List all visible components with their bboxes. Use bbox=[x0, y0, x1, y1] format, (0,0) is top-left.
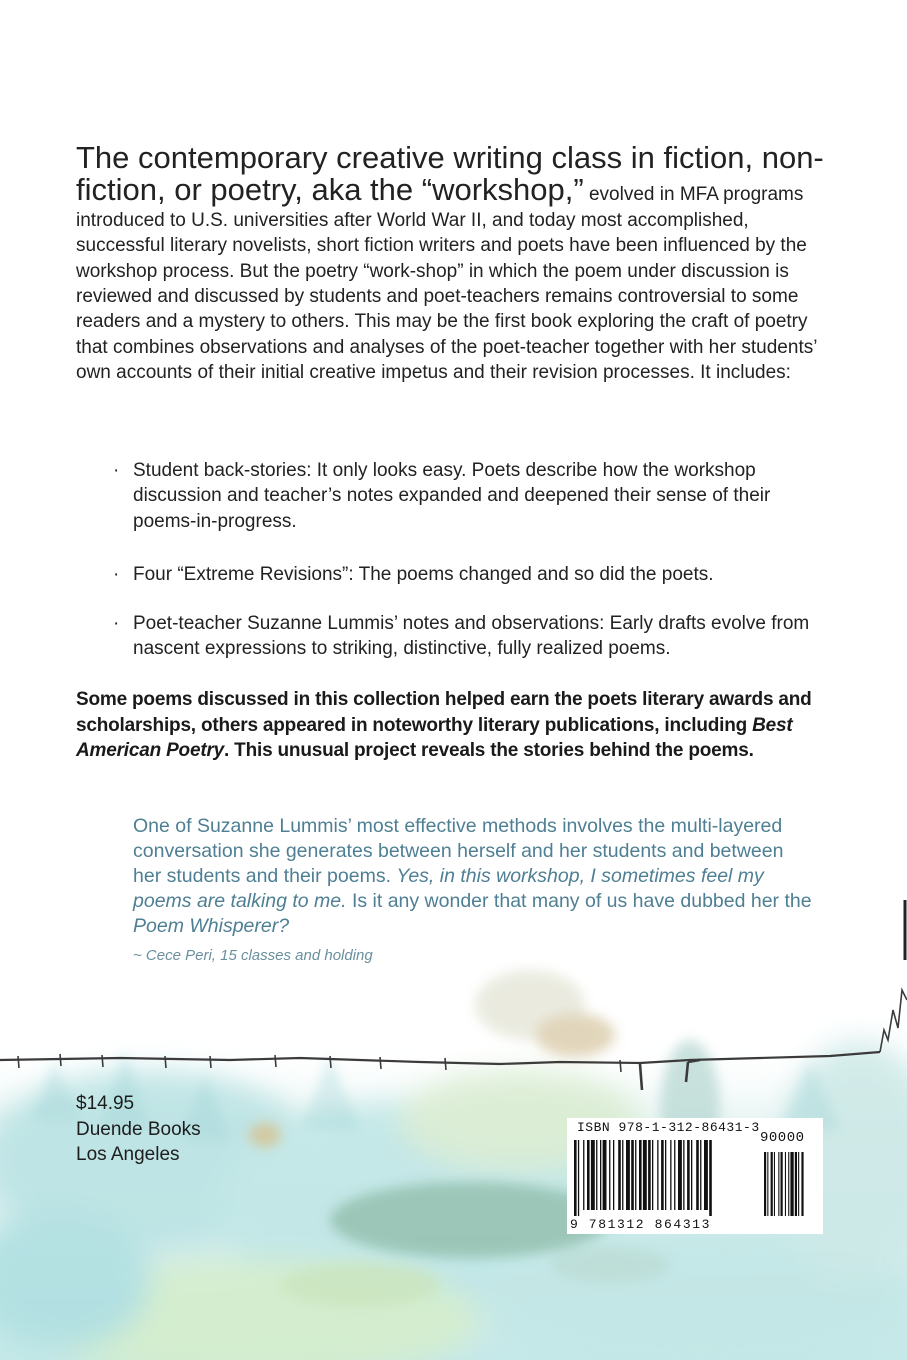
barcode-bar bbox=[587, 1140, 590, 1210]
addon-bar bbox=[790, 1152, 793, 1216]
summary-paragraph bbox=[76, 687, 856, 764]
publisher-info bbox=[76, 1091, 201, 1168]
barcode-bar bbox=[635, 1140, 636, 1210]
barcode-bar bbox=[683, 1140, 684, 1210]
barcode-bar bbox=[709, 1140, 712, 1216]
price-addon-digits: 90000 bbox=[760, 1130, 805, 1146]
addon-bar bbox=[801, 1152, 803, 1216]
barcode-bar bbox=[704, 1140, 708, 1210]
barcode-bar bbox=[678, 1140, 682, 1210]
testimonial-quote bbox=[133, 814, 813, 939]
barcode-bar bbox=[596, 1140, 597, 1210]
bullet-marker: · bbox=[113, 613, 120, 634]
addon-bar bbox=[767, 1152, 768, 1216]
addon-bar bbox=[798, 1152, 799, 1216]
addon-bar bbox=[778, 1152, 779, 1216]
barcode-bar bbox=[600, 1140, 601, 1210]
bullet-marker: · bbox=[113, 564, 120, 585]
quote-italic: Yes, in this workshop, I sometimes feel my poems are talking to me. bbox=[133, 865, 764, 912]
ean-digits: 9 781312 864313 bbox=[570, 1217, 712, 1232]
description-paragraph bbox=[76, 140, 836, 386]
addon-bar bbox=[785, 1152, 786, 1216]
addon-bar bbox=[781, 1152, 783, 1216]
barcode-bar bbox=[643, 1140, 647, 1210]
isbn-label: ISBN 978-1-312-86431-3 bbox=[577, 1120, 760, 1135]
summary-text-end: . This unusual project reveals the stories behind the poems. bbox=[224, 740, 754, 761]
barcode-bar bbox=[691, 1140, 692, 1210]
barcode-bar bbox=[622, 1140, 623, 1210]
lead-text: The contemporary creative writing class in fiction, non-fiction, or poetry, aka the “workshop,” bbox=[76, 140, 824, 208]
barcode-bar bbox=[609, 1140, 610, 1210]
quote-text: One of Suzanne Lummis’ most effective methods involves the multi-layered conversation she generates between herself and her students and between her students and their poems. bbox=[133, 815, 784, 887]
barcode-bar bbox=[618, 1140, 621, 1210]
price: $14.95 bbox=[76, 1093, 135, 1114]
barcode-bar bbox=[603, 1140, 607, 1210]
summary-book-title: Best American Poetry bbox=[76, 714, 793, 761]
barcode-bar bbox=[578, 1140, 579, 1216]
barcode-bar bbox=[657, 1140, 658, 1210]
barcode-bar bbox=[631, 1140, 634, 1210]
barcode-bar bbox=[639, 1140, 642, 1210]
addon-bar bbox=[795, 1152, 797, 1216]
list-item-text: Poet-teacher Suzanne Lummis’ notes and observations: Early drafts evolve from nascent expressions to striking, distinctive, fully realized poems. bbox=[133, 613, 810, 660]
barcode-bar bbox=[670, 1140, 671, 1210]
barcode-bar bbox=[696, 1140, 699, 1210]
barcode-bar bbox=[583, 1140, 584, 1210]
quote-attribution: ~ Cece Peri, 15 classes and holding bbox=[133, 947, 373, 964]
bullet-marker: · bbox=[113, 460, 120, 481]
barcode-bar bbox=[665, 1140, 666, 1210]
barcode-icon bbox=[572, 1140, 820, 1220]
quote-italic-2: Poem Whisperer? bbox=[133, 915, 290, 937]
addon-bar bbox=[771, 1152, 773, 1216]
quote-text-2: Is it any wonder that many of us have dubbed her the bbox=[346, 890, 812, 912]
list-item-text: Student back-stories: It only looks easy. Poets describe how the workshop discussion and teacher’s notes expanded and deepened their sense of their poems-in-progress. bbox=[133, 460, 771, 532]
addon-bar bbox=[788, 1152, 789, 1216]
barcode-bar bbox=[648, 1140, 651, 1210]
barcode-bar bbox=[674, 1140, 675, 1210]
barcode-bar bbox=[652, 1140, 653, 1210]
barcode-bar bbox=[613, 1140, 614, 1210]
summary-text: Some poems discussed in this collection helped earn the poets literary awards and scholarships, others appeared in noteworthy literary publications, including bbox=[76, 689, 812, 736]
publisher-name: Duende Books bbox=[76, 1118, 201, 1140]
list-item-text: Four “Extreme Revisions”: The poems changed and so did the poets. bbox=[133, 564, 714, 585]
barcode-bar bbox=[687, 1140, 690, 1210]
barcode-bar bbox=[626, 1140, 630, 1210]
publisher-city: Los Angeles bbox=[76, 1144, 180, 1165]
barcode-bar bbox=[700, 1140, 701, 1210]
barcode-bar bbox=[591, 1140, 595, 1210]
barcode-bar bbox=[574, 1140, 577, 1216]
barcode-bar bbox=[661, 1140, 664, 1210]
addon-bar bbox=[764, 1152, 766, 1216]
addon-bar bbox=[774, 1152, 775, 1216]
description-body: evolved in MFA programs introduced to U.S. universities after World War II, and today most accomplished, successful literary novelists, short fiction writers and poets have been influenced by the workshop process. But the poetry “work-shop” in which the poem under discussion is reviewed and discussed by students and poet-teachers remains controversial to some readers and a mystery to others. This may be the first book exploring the craft of poetry that combines observations and analyses of the poet-teacher together with her students’ own accounts of their initial creative impetus and their revision processes. It includes: bbox=[76, 184, 817, 384]
